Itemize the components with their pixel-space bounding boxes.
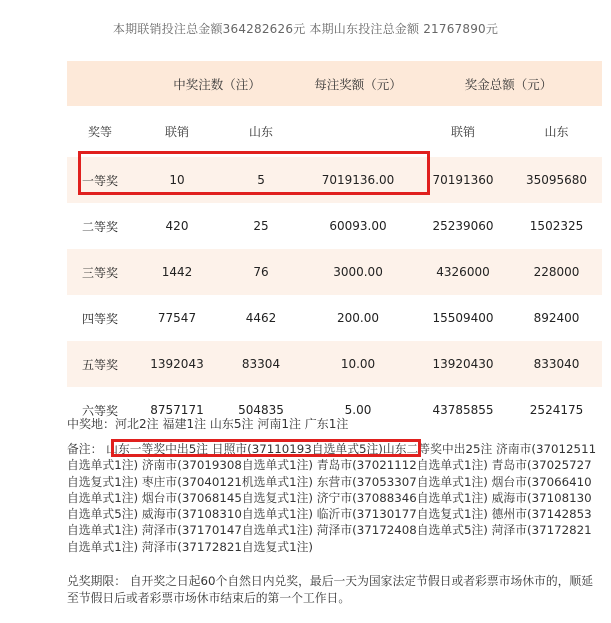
total-joint: 25239060 bbox=[415, 203, 511, 249]
winning-locations: 中奖地：河北2注 福建1注 山东5注 河南1注 广东1注 bbox=[67, 417, 349, 431]
total-joint: 43785855 bbox=[415, 387, 511, 433]
header-win-count: 中奖注数（注） bbox=[133, 61, 301, 106]
per-bet: 60093.00 bbox=[301, 203, 415, 249]
total-sd: 2524175 bbox=[511, 387, 602, 433]
total-sd: 228000 bbox=[511, 249, 602, 295]
count-sd: 5 bbox=[221, 157, 301, 203]
total-joint: 4326000 bbox=[415, 249, 511, 295]
prize-level: 四等奖 bbox=[67, 295, 133, 341]
count-joint: 1442 bbox=[133, 249, 221, 295]
table-row bbox=[67, 203, 602, 249]
sub-header-sd: 山东 bbox=[221, 106, 301, 157]
remark-highlight-box bbox=[111, 439, 421, 457]
prize-table bbox=[67, 61, 602, 433]
total-joint: 70191360 bbox=[415, 157, 511, 203]
prize-table-container bbox=[67, 61, 602, 433]
prize-level: 三等奖 bbox=[67, 249, 133, 295]
header-blank bbox=[67, 61, 133, 106]
per-bet: 3000.00 bbox=[301, 249, 415, 295]
total-sd: 833040 bbox=[511, 341, 602, 387]
per-bet: 10.00 bbox=[301, 341, 415, 387]
sub-header-prize: 奖等 bbox=[67, 106, 133, 157]
sub-header-total-sd: 山东 bbox=[511, 106, 602, 157]
per-bet: 7019136.00 bbox=[301, 157, 415, 203]
group-header-row bbox=[67, 61, 602, 106]
per-bet: 200.00 bbox=[301, 295, 415, 341]
count-joint: 420 bbox=[133, 203, 221, 249]
count-joint: 1392043 bbox=[133, 341, 221, 387]
prize-level: 一等奖 bbox=[67, 157, 133, 203]
total-sd: 35095680 bbox=[511, 157, 602, 203]
per-bet: 5.00 bbox=[301, 387, 415, 433]
count-sd: 25 bbox=[221, 203, 301, 249]
table-row bbox=[67, 295, 602, 341]
count-joint: 77547 bbox=[133, 295, 221, 341]
total-sd: 892400 bbox=[511, 295, 602, 341]
total-joint: 13920430 bbox=[415, 341, 511, 387]
header-total-prize: 奖金总额（元） bbox=[415, 61, 602, 106]
prize-level: 六等奖 bbox=[67, 387, 133, 433]
sub-header-row bbox=[67, 106, 602, 157]
table-row bbox=[67, 341, 602, 387]
count-joint: 8757171 bbox=[133, 387, 221, 433]
claim-period-text: 兑奖期限： 自开奖之日起60个自然日内兑奖，最后一天为国家法定节假日或者彩票市场休市的，顺延至节假日后或者彩票市场休市结束后的第一个工作日。 bbox=[67, 574, 594, 605]
count-sd: 76 bbox=[221, 249, 301, 295]
prize-level: 二等奖 bbox=[67, 203, 133, 249]
table-row bbox=[67, 249, 602, 295]
sub-header-joint: 联销 bbox=[133, 106, 221, 157]
count-sd: 504835 bbox=[221, 387, 301, 433]
count-sd: 83304 bbox=[221, 341, 301, 387]
sub-header-total-joint: 联销 bbox=[415, 106, 511, 157]
remark-text: 备注： 山东一等奖中出5注 日照市(37110193自选单式5注)山东二等奖中出25注 济南市(37012511自选单式1注) 济南市(37019308自选单式1注) 青岛市(37021112自选单式1注) 青岛市(37025727自选复式1注) 枣庄市(37040121机选单式1注) 东营市(37053307自选单式1注) 烟台市(37066410自选单式1注) 烟台市(37068145自选复式1注) 济宁市(37088346自选单式1注) 威海市(37108130自选单式5注) 威海市(37108310自选单式1注) 临沂市(37130177自选复式1注) 德州市(37142853自选单式1注) 菏泽市(37170147自选单式1注) 菏泽市(37172408自选单式5注) 菏泽市(37172821自选单式1注) 菏泽市(37172821自选复式1注) bbox=[67, 442, 597, 554]
header-per-bet: 每注奖额（元） bbox=[301, 61, 415, 106]
count-sd: 4462 bbox=[221, 295, 301, 341]
sub-header-blank bbox=[301, 106, 415, 157]
first-prize-highlight-box bbox=[78, 151, 430, 195]
count-joint: 10 bbox=[133, 157, 221, 203]
total-joint: 15509400 bbox=[415, 295, 511, 341]
bet-total-summary: 本期联销投注总金额364282626元 本期山东投注总金额 21767890元 bbox=[112, 22, 499, 36]
total-sd: 1502325 bbox=[511, 203, 602, 249]
prize-level: 五等奖 bbox=[67, 341, 133, 387]
